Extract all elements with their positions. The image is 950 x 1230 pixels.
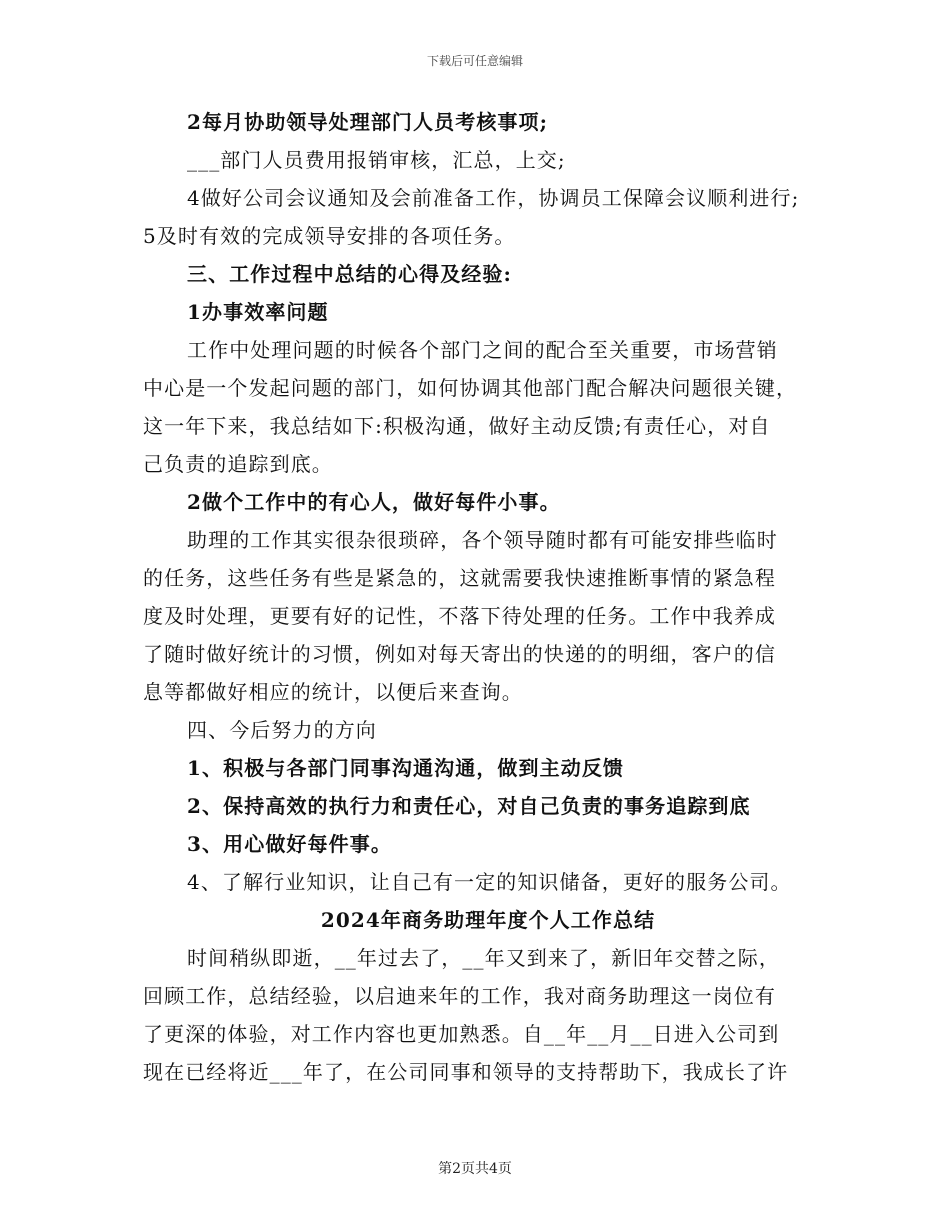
body-line: 了更深的体验，对工作内容也更加熟悉。自__年__月__日进入公司到 <box>143 1022 780 1046</box>
body-line: 己负责的追踪到底。 <box>143 452 333 476</box>
body-line: 5及时有效的完成领导安排的各项任务。 <box>143 224 516 248</box>
list-item: 3、用心做好每件事。 <box>187 832 392 856</box>
list-item: 2、保持高效的执行力和责任心，对自己负责的事务追踪到底 <box>187 794 751 818</box>
page-number: 第2页共4页 <box>438 1161 512 1177</box>
body-line: 4做好公司会议通知及会前准备工作，协调员工保障会议顺利进行; <box>187 186 800 210</box>
body-line: 回顾工作，总结经验，以启迪来年的工作，我对商务助理这一岗位有 <box>143 984 776 1008</box>
section-heading: 三、工作过程中总结的心得及经验: <box>187 262 512 286</box>
body-line: ___部门人员费用报销审核，汇总，上交; <box>187 148 566 172</box>
header-note: 下载后可任意编辑 <box>426 54 523 68</box>
body-line: 时间稍纵即逝，__年过去了，__年又到来了，新旧年交替之际， <box>187 946 780 970</box>
body-line: 息等都做好相应的统计，以便后来查询。 <box>143 680 523 704</box>
body-line: 中心是一个发起问题的部门，如何协调其他部门配合解决问题很关键， <box>143 376 798 400</box>
body-line: 现在已经将近___年了，在公司同事和领导的支持帮助下，我成长了许 <box>143 1060 789 1084</box>
list-item: 4、了解行业知识，让自己有一定的知识储备，更好的服务公司。 <box>187 870 792 894</box>
body-line: 了随时做好统计的习惯，例如对每天寄出的快递的的明细，客户的信 <box>143 642 776 666</box>
body-line: 助理的工作其实很杂很琐碎，各个领导随时都有可能安排些临时 <box>187 528 778 552</box>
body-line: 这一年下来，我总结如下:积极沟通，做好主动反馈;有责任心，对自 <box>143 414 771 438</box>
body-line: 度及时处理，更要有好的记性，不落下待处理的任务。工作中我养成 <box>143 604 776 628</box>
subsection-heading: 1办事效率问题 <box>187 300 329 324</box>
body-line: 工作中处理问题的时候各个部门之间的配合至关重要，市场营销 <box>187 338 778 362</box>
document-body <box>143 103 833 1091</box>
section-heading: 四、今后努力的方向 <box>187 718 377 742</box>
body-line: 的任务，这些任务有些是紧急的，这就需要我快速推断事情的紧急程 <box>143 566 776 590</box>
subsection-heading: 2做个工作中的有心人，做好每件小事。 <box>187 490 561 514</box>
body-line: 2每月协助领导处理部门人员考核事项; <box>187 110 549 134</box>
document-title: 2024年商务助理年度个人工作总结 <box>320 908 656 932</box>
list-item: 1、积极与各部门同事沟通沟通，做到主动反馈 <box>187 756 625 780</box>
